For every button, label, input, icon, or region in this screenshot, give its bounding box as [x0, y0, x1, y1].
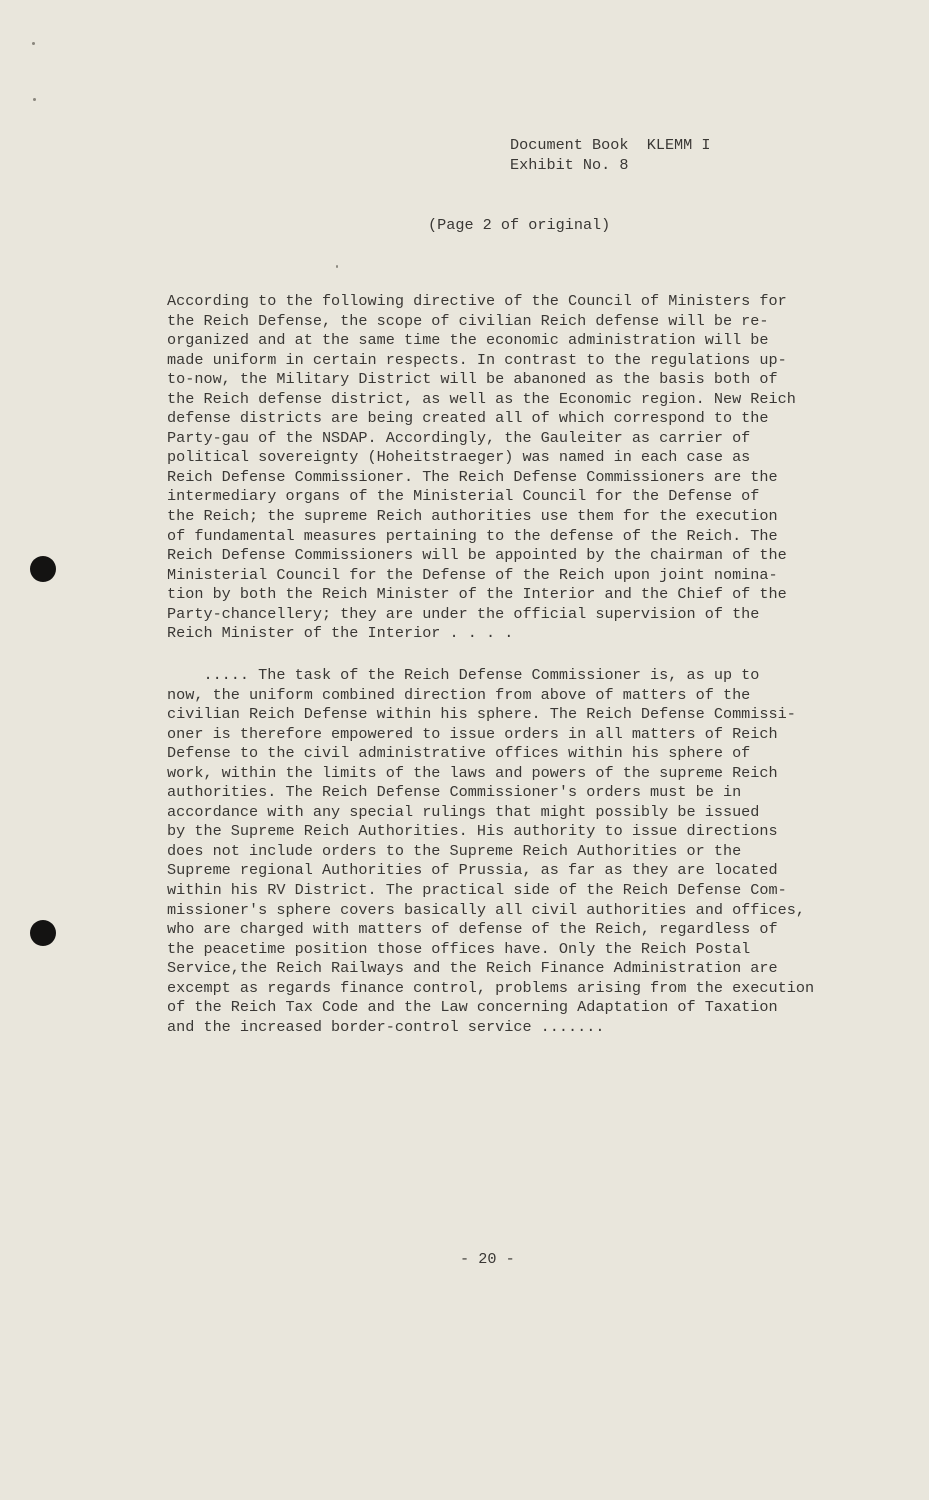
paragraph-1	[167, 292, 867, 644]
text-line: Reich Minister of the Interior . . . .	[167, 624, 514, 643]
text-line: by the Supreme Reich Authorities. His authority to issue directions	[167, 822, 778, 841]
text-line: intermediary organs of the Ministerial Council for the Defense of	[167, 487, 760, 506]
document-header	[510, 136, 711, 175]
paper-speck	[336, 265, 338, 268]
text-line: Service,the Reich Railways and the Reich Finance Administration are	[167, 959, 778, 978]
text-line: civilian Reich Defense within his sphere. The Reich Defense Commissi-	[167, 705, 796, 724]
text-line: of the Reich Tax Code and the Law concerning Adaptation of Taxation	[167, 998, 778, 1017]
paragraph-2	[167, 666, 867, 1037]
text-line: does not include orders to the Supreme Reich Authorities or the	[167, 841, 742, 860]
text-line: political sovereignty (Hoheitstraeger) was named in each case as	[167, 448, 751, 467]
text-line: the Reich defense district, as well as the Economic region. New Reich	[167, 389, 796, 408]
text-line: now, the uniform combined direction from above of matters of the	[167, 685, 751, 704]
text-line: and the increased border-control service .......	[167, 1017, 605, 1036]
text-line: Ministerial Council for the Defense of the Reich upon joint nomina-	[167, 565, 778, 584]
page-number: - 20 -	[460, 1250, 515, 1268]
exhibit-number: Exhibit No. 8	[510, 155, 629, 174]
text-line: who are charged with matters of defense of the Reich, regardless of	[167, 920, 778, 939]
text-line: work, within the limits of the laws and powers of the supreme Reich	[167, 763, 778, 782]
document-book-label: Document Book KLEMM I	[510, 136, 711, 154]
text-line: Supreme regional Authorities of Prussia, as far as they are located	[167, 861, 778, 880]
text-line: the Reich Defense, the scope of civilian Reich defense will be re-	[167, 311, 769, 330]
text-line: to-now, the Military District will be abanoned as the basis both of	[167, 370, 778, 389]
text-line: Party-gau of the NSDAP. Accordingly, the Gauleiter as carrier of	[167, 428, 751, 447]
text-line: within his RV District. The practical side of the Reich Defense Com-	[167, 881, 787, 900]
text-line: authorities. The Reich Defense Commissioner's orders must be in	[167, 783, 742, 802]
punch-hole	[30, 556, 56, 582]
text-line: oner is therefore empowered to issue orders in all matters of Reich	[167, 724, 778, 743]
text-line: Defense to the civil administrative offices within his sphere of	[167, 744, 751, 763]
text-line: organized and at the same time the economic administration will be	[167, 331, 769, 350]
text-line: ..... The task of the Reich Defense Commissioner is, as up to	[167, 666, 760, 684]
text-line: the Reich; the supreme Reich authorities use them for the execution	[167, 507, 778, 526]
text-line: of fundamental measures pertaining to the defense of the Reich. The	[167, 526, 778, 545]
page-reference: (Page 2 of original)	[428, 216, 611, 234]
text-line: accordance with any special rulings that might possibly be issued	[167, 802, 760, 821]
text-line: missioner's sphere covers basically all civil authorities and offices,	[167, 900, 805, 919]
text-line: Reich Defense Commissioners will be appointed by the chairman of the	[167, 546, 787, 565]
text-line: the peacetime position those offices have. Only the Reich Postal	[167, 939, 751, 958]
text-line: Party-chancellery; they are under the official supervision of the	[167, 604, 760, 623]
paper-speck	[33, 98, 36, 101]
punch-hole	[30, 920, 56, 946]
text-line: tion by both the Reich Minister of the Interior and the Chief of the	[167, 585, 787, 604]
text-line: excempt as regards finance control, problems arising from the execution	[167, 978, 815, 997]
text-line: made uniform in certain respects. In contrast to the regulations up-	[167, 350, 787, 369]
text-line: defense districts are being created all of which correspond to the	[167, 409, 769, 428]
paper-speck	[32, 42, 35, 45]
text-line: Reich Defense Commissioner. The Reich Defense Commissioners are the	[167, 467, 778, 486]
text-line: According to the following directive of the Council of Ministers for	[167, 292, 787, 310]
